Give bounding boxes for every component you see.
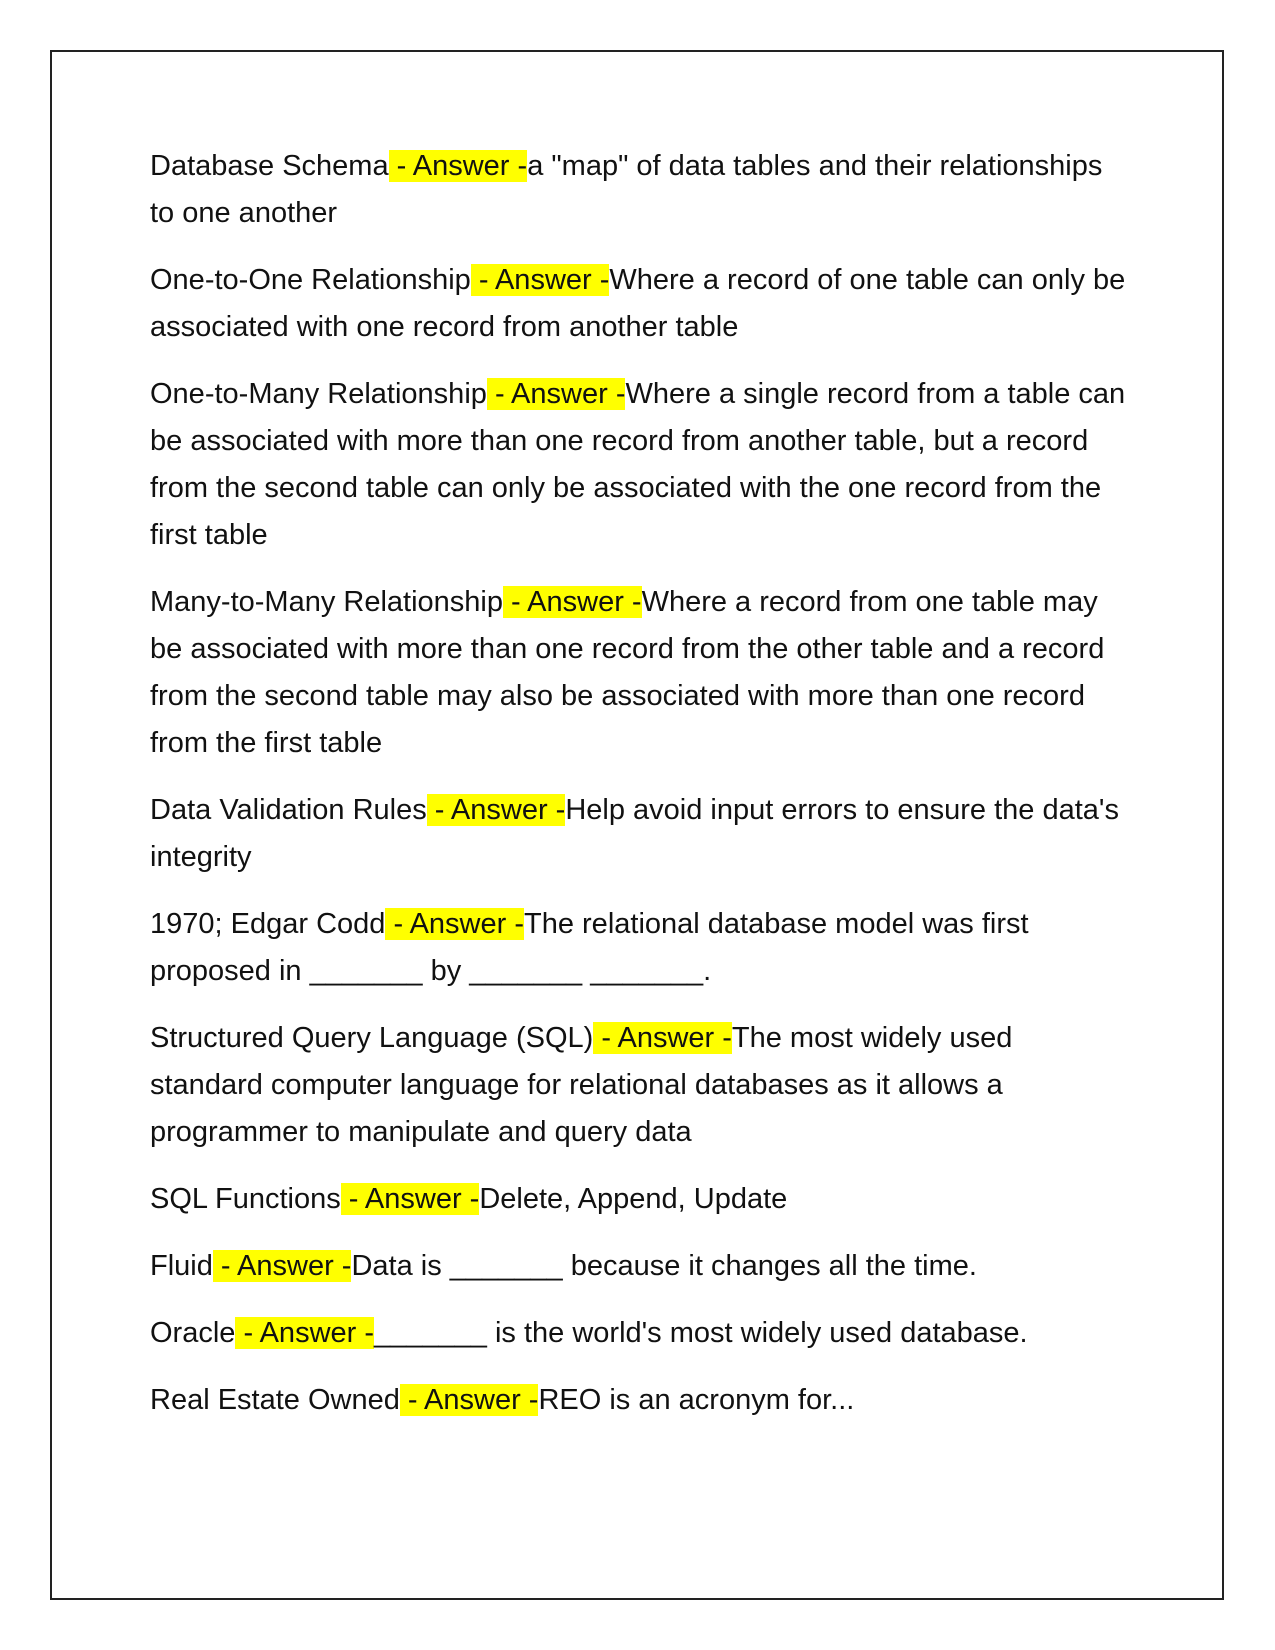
qa-term: Real Estate Owned [150, 1384, 400, 1416]
qa-definition: a "map" of data tables and their relationships to one another [150, 150, 1103, 229]
qa-term: Data Validation Rules [150, 794, 427, 826]
answer-marker: - Answer - [385, 908, 524, 940]
qa-term: One-to-One Relationship [150, 264, 471, 296]
qa-term: SQL Functions [150, 1183, 341, 1215]
answer-marker: - Answer - [486, 378, 626, 410]
answer-marker: - Answer - [235, 1317, 375, 1349]
qa-entry [150, 1310, 1130, 1357]
qa-entry [150, 371, 1130, 559]
qa-term: Structured Query Language (SQL) [150, 1022, 594, 1054]
qa-entry [150, 257, 1130, 351]
qa-entry [150, 579, 1130, 767]
answer-marker: - Answer - [593, 1022, 732, 1054]
answer-marker: - Answer - [340, 1183, 480, 1215]
qa-definition: Where a record from one table may be associated with more than one record from the other table and a record from the second table may also be associated with more than one record from the first table [150, 586, 1105, 759]
qa-definition: REO is an acronym for... [538, 1384, 855, 1416]
qa-term: Fluid [150, 1250, 213, 1282]
answer-marker: - Answer - [388, 150, 528, 182]
qa-term: Many-to-Many Relationship [150, 586, 503, 618]
qa-entry [150, 143, 1130, 237]
qa-term: 1970; Edgar Codd [150, 908, 386, 940]
qa-definition: The most widely used standard computer language for relational databases as it allows a programmer to manipulate and query data [150, 1022, 1013, 1148]
qa-definition: The relational database model was first proposed in _______ by _______ _______. [150, 908, 1029, 987]
qa-entry [150, 1377, 1130, 1424]
qa-entry [150, 1243, 1130, 1290]
qa-term: Database Schema [150, 150, 389, 182]
qa-list [150, 143, 1130, 1444]
qa-term: Oracle [150, 1317, 236, 1349]
qa-entry [150, 1015, 1130, 1156]
qa-definition: Data is _______ because it changes all the time. [351, 1250, 977, 1282]
answer-marker: - Answer - [470, 264, 610, 296]
qa-definition: Where a single record from a table can be associated with more than one record from another table, but a record from the second table can only be associated with the one record from the first table [150, 378, 1126, 551]
qa-definition: Delete, Append, Update [479, 1183, 788, 1215]
answer-marker: - Answer - [212, 1250, 352, 1282]
qa-definition: _______ is the world's most widely used database. [374, 1317, 1028, 1349]
answer-marker: - Answer - [502, 586, 642, 618]
qa-entry [150, 901, 1130, 995]
qa-entry [150, 1176, 1130, 1223]
answer-marker: - Answer - [426, 794, 566, 826]
qa-term: One-to-Many Relationship [150, 378, 487, 410]
qa-definition: Where a record of one table can only be associated with one record from another table [150, 264, 1126, 343]
answer-marker: - Answer - [399, 1384, 539, 1416]
qa-entry [150, 787, 1130, 881]
qa-definition: Help avoid input errors to ensure the data's integrity [150, 794, 1119, 873]
